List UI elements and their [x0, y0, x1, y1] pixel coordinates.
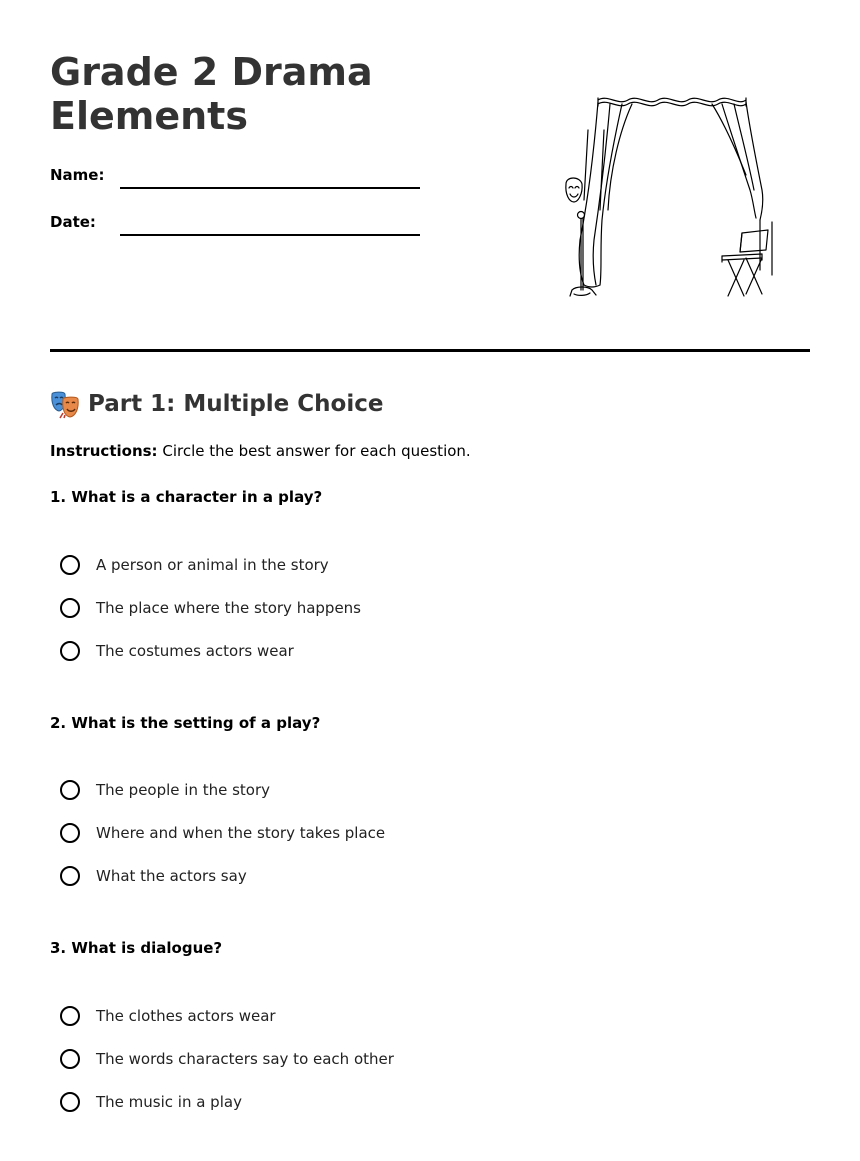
date-label: Date: — [50, 213, 96, 231]
date-field[interactable] — [120, 234, 420, 236]
answer-circle[interactable] — [60, 641, 80, 661]
option-text: The place where the story happens — [96, 599, 361, 617]
question-3-option-1[interactable] — [60, 1003, 276, 1029]
option-text: Where and when the story takes place — [96, 824, 386, 842]
answer-circle[interactable] — [60, 1092, 80, 1112]
option-text: The clothes actors wear — [96, 1007, 276, 1025]
question-1-option-2[interactable] — [60, 595, 361, 621]
instructions-text: Circle the best answer for each question. — [162, 442, 471, 460]
section-divider — [50, 349, 810, 352]
question-3: 3. What is dialogue? — [50, 939, 223, 957]
answer-circle[interactable] — [60, 866, 80, 886]
instructions — [50, 441, 471, 461]
answer-circle[interactable] — [60, 598, 80, 618]
option-text: The costumes actors wear — [96, 642, 294, 660]
name-label: Name: — [50, 166, 105, 184]
answer-circle[interactable] — [60, 555, 80, 575]
page-title: Grade 2 Drama Elements — [50, 50, 373, 138]
question-1: 1. What is a character in a play? — [50, 488, 323, 506]
question-3-option-2[interactable] — [60, 1046, 394, 1072]
option-text: The words characters say to each other — [96, 1050, 394, 1068]
question-2-option-3[interactable] — [60, 863, 247, 889]
question-2-option-1[interactable] — [60, 777, 270, 803]
option-text: The people in the story — [96, 781, 271, 799]
option-text: The music in a play — [96, 1093, 242, 1111]
question-1-option-1[interactable] — [60, 552, 329, 578]
question-2: 2. What is the setting of a play? — [50, 714, 321, 732]
question-3-option-3[interactable] — [60, 1089, 242, 1115]
stage-curtain-icon — [550, 90, 780, 305]
name-field[interactable] — [120, 187, 420, 189]
answer-circle[interactable] — [60, 1006, 80, 1026]
part1-heading-text: Part 1: Multiple Choice — [88, 391, 384, 417]
answer-circle[interactable] — [60, 1049, 80, 1069]
option-text: What the actors say — [96, 867, 247, 885]
part1-heading — [50, 388, 383, 420]
instructions-label: Instructions: — [50, 442, 158, 460]
theater-masks-icon — [50, 389, 80, 419]
option-text: A person or animal in the story — [96, 556, 329, 574]
answer-circle[interactable] — [60, 780, 80, 800]
question-1-option-3[interactable] — [60, 638, 294, 664]
answer-circle[interactable] — [60, 823, 80, 843]
question-2-option-2[interactable] — [60, 820, 385, 846]
